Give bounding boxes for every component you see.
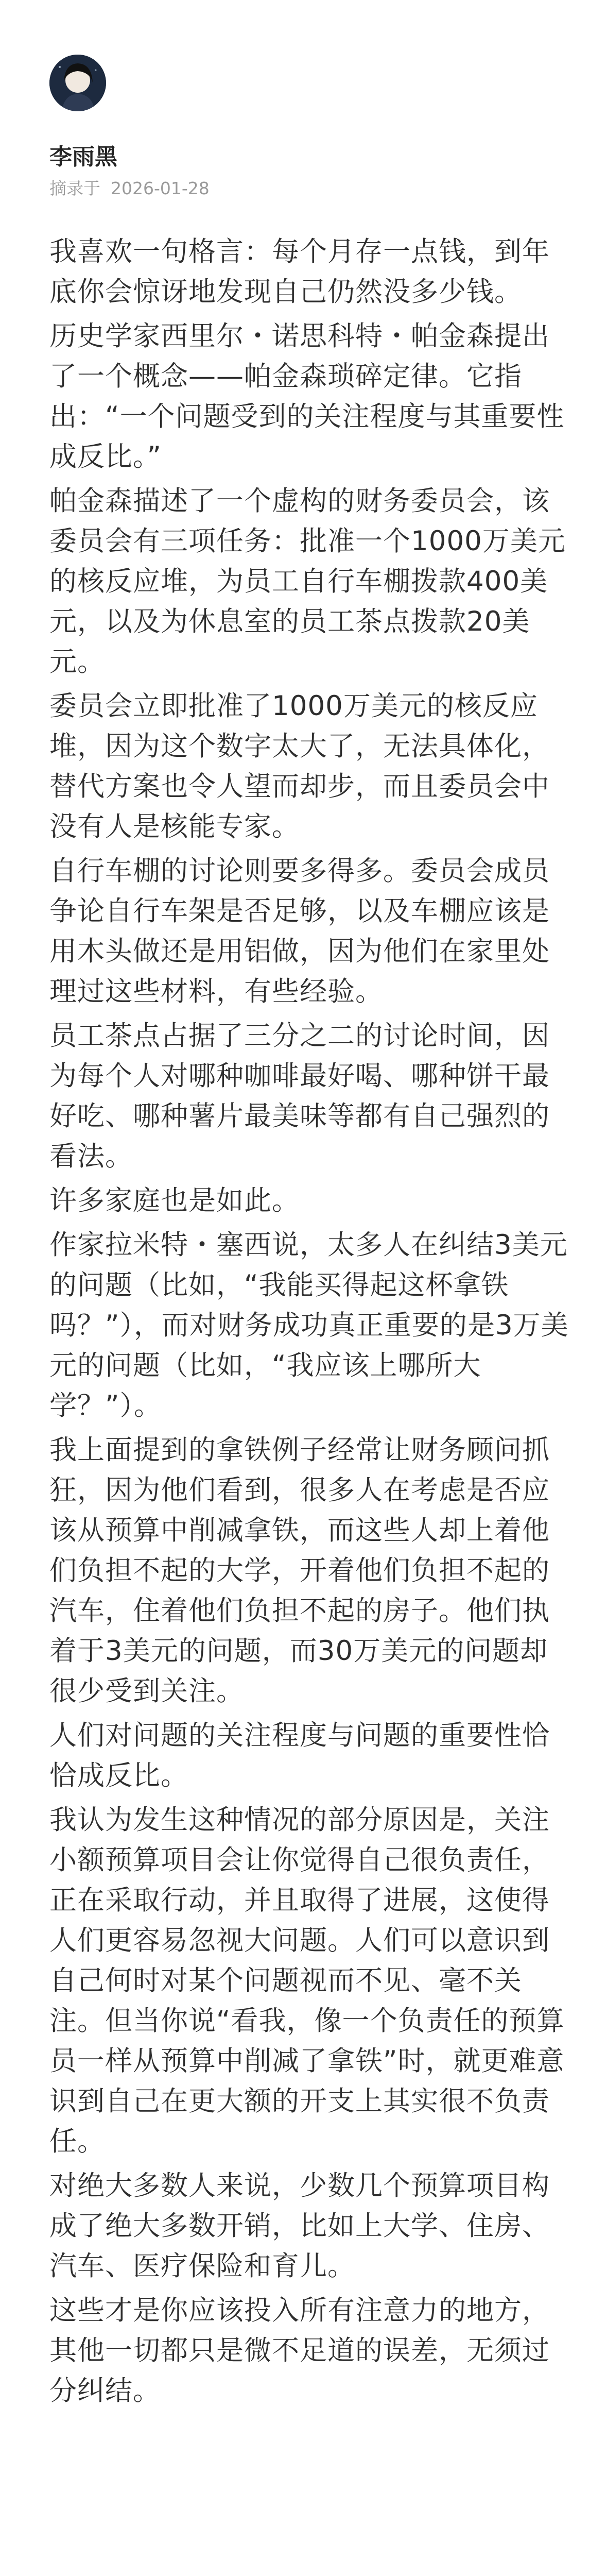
avatar-image-icon	[49, 55, 106, 111]
paragraph: 许多家庭也是如此。	[49, 1185, 300, 1216]
paragraph: 这些才是你应该投入所有注意力的地方，其他一切都只是微不足道的误差，无须过分纠结。	[49, 2295, 550, 2406]
paragraph: 我上面提到的拿铁例子经常让财务顾问抓狂，因为他们看到，很多人在考虑是否应该从预算中削减拿铁，而这些人却上着他们负担不起的大学，开着他们负担不起的汽车，住着他们负担不起的房子。他们执着于3美元的问题，而30万美元的问题却很少受到关注。	[49, 1434, 550, 1707]
excerpt-date: 2026-01-28	[111, 178, 210, 198]
excerpt-meta	[49, 175, 210, 199]
paragraph: 自行车棚的讨论则要多得多。委员会成员争论自行车架是否足够，以及车棚应该是用木头做还是用铝做，因为他们在家里处理过这些材料，有些经验。	[49, 855, 550, 1007]
paragraph: 帕金森描述了一个虚构的财务委员会，该委员会有三项任务：批准一个1000万美元的核反应堆，为员工自行车棚拨款400美元，以及为休息室的员工茶点拨款20美元。	[49, 485, 566, 677]
paragraph: 我喜欢一句格言：每个月存一点钱，到年底你会惊讶地发现自己仍然没多少钱。	[49, 236, 550, 308]
paragraph: 员工茶点占据了三分之二的讨论时间，因为每个人对哪种咖啡最好喝、哪种饼干最好吃、哪种薯片最美味等都有自己强烈的看法。	[49, 1020, 550, 1172]
paragraph: 委员会立即批准了1000万美元的核反应堆，因为这个数字太大了，无法具体化，替代方案也令人望而却步，而且委员会中没有人是核能专家。	[49, 690, 550, 842]
avatar[interactable]	[49, 55, 106, 111]
paragraph: 作家拉米特・塞西说，太多人在纠结3美元的问题（比如，“我能买得起这杯拿铁吗？”），而对财务成功真正重要的是3万美元的问题（比如，“我应该上哪所大学？”）。	[49, 1229, 569, 1421]
paragraph: 人们对问题的关注程度与问题的重要性恰恰成反比。	[49, 1720, 550, 1791]
excerpt-label: 摘录于	[49, 178, 100, 198]
paragraph: 历史学家西里尔・诺思科特・帕金森提出了一个概念——帕金森琐碎定律。它指出：“一个问题受到的关注程度与其重要性成反比。”	[49, 320, 565, 472]
paragraph: 我认为发生这种情况的部分原因是，关注小额预算项目会让你觉得自己很负责任，正在采取行动，并且取得了进展，这使得人们更容易忽视大问题。人们可以意识到自己何时对某个问题视而不见、毫不关注。但当你说“看我，像一个负责任的预算员一样从预算中削减了拿铁”时，就更难意识到自己在更大额的开支上其实很不负责任。	[49, 1804, 565, 2157]
excerpt-body	[49, 232, 569, 2415]
author-name[interactable]: 李雨黑	[49, 144, 117, 170]
paragraph: 对绝大多数人来说，少数几个预算项目构成了绝大多数开销，比如上大学、住房、汽车、医疗保险和育儿。	[49, 2170, 550, 2282]
